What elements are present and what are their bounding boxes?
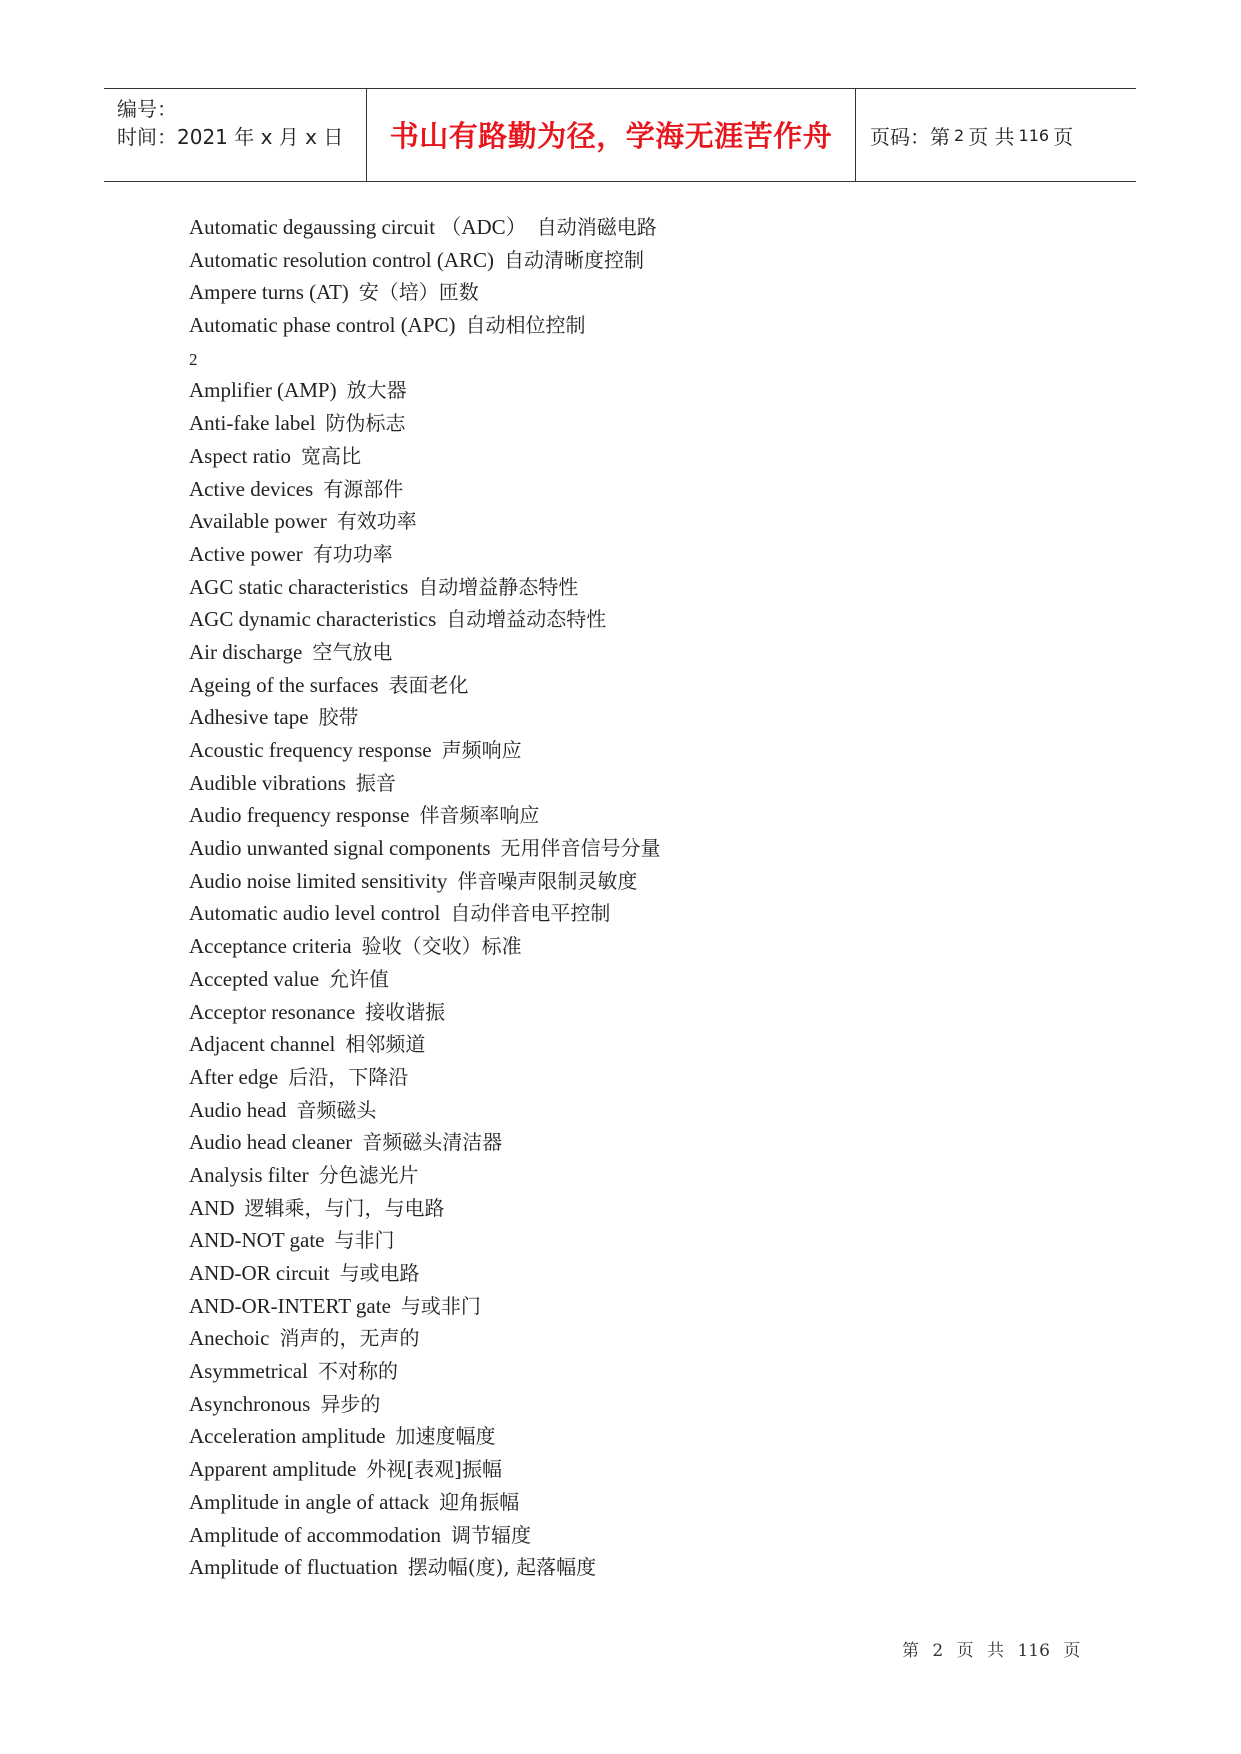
term-english: Anechoic xyxy=(189,1326,270,1351)
glossary-entry xyxy=(189,636,661,669)
glossary-entry xyxy=(189,897,661,930)
term-chinese: 声频响应 xyxy=(441,738,522,762)
document-time-label: 时间：2021 年 x 月 x 日 xyxy=(117,125,344,149)
term-chinese: 防伪标志 xyxy=(325,411,406,436)
glossary-entry xyxy=(189,701,661,734)
term-chinese: 后沿，下降沿 xyxy=(288,1064,409,1089)
term-english: AGC dynamic characteristics xyxy=(189,607,437,632)
term-english: Acoustic frequency response xyxy=(189,738,432,762)
term-chinese: 伴音噪声限制灵敏度 xyxy=(457,868,638,893)
term-chinese: 振音 xyxy=(355,770,396,795)
term-english: Analysis filter xyxy=(189,1162,309,1187)
glossary-entry xyxy=(189,1094,661,1127)
footer-suffix: 页 xyxy=(1063,1641,1081,1661)
page-prefix: 页码：第 xyxy=(870,124,950,149)
glossary-entry xyxy=(189,1159,661,1192)
term-chinese: 自动伴音电平控制 xyxy=(450,901,611,926)
term-chinese: 不对称的 xyxy=(317,1359,398,1384)
term-english: 2 xyxy=(189,349,198,369)
glossary-entry xyxy=(189,669,661,702)
glossary-entry xyxy=(189,799,661,832)
glossary-entry xyxy=(189,1420,661,1453)
term-english: Aspect ratio xyxy=(189,443,292,468)
glossary-entry xyxy=(189,276,661,309)
term-english: Active power xyxy=(189,541,303,566)
term-english: Air discharge xyxy=(189,639,303,664)
glossary-entry xyxy=(189,1061,661,1094)
term-chinese: 自动清晰度控制 xyxy=(504,247,645,272)
term-english: Amplitude in angle of attack xyxy=(189,1489,430,1514)
term-english: Audio noise limited sensitivity xyxy=(189,868,448,893)
term-chinese: 音频磁头 xyxy=(296,1097,377,1122)
term-chinese: 消声的，无声的 xyxy=(279,1326,420,1351)
glossary-entry xyxy=(189,1224,661,1257)
term-chinese: 接收谐振 xyxy=(365,999,446,1024)
term-english: Apparent amplitude xyxy=(189,1457,357,1482)
glossary-entry xyxy=(189,963,661,996)
glossary-entry xyxy=(189,996,661,1029)
glossary-entry xyxy=(189,1290,661,1323)
term-chinese: 自动相位控制 xyxy=(465,313,586,338)
footer-mid2: 共 xyxy=(987,1641,1005,1661)
term-english: Anti-fake label xyxy=(189,411,316,436)
glossary-entry xyxy=(189,211,661,244)
term-english: AND xyxy=(189,1195,235,1220)
glossary-entry xyxy=(189,1028,661,1061)
term-chinese: 与或非门 xyxy=(400,1293,481,1318)
glossary-entry xyxy=(189,603,661,636)
term-chinese: 验收（交收）标准 xyxy=(361,934,522,959)
term-chinese: 自动消磁电路 xyxy=(536,215,657,239)
term-english: Audio head xyxy=(189,1097,287,1122)
term-english: Audible vibrations xyxy=(189,770,346,795)
footer-prefix: 第 xyxy=(902,1641,919,1661)
footer-current: 2 xyxy=(932,1641,944,1661)
glossary-entry xyxy=(189,734,661,767)
term-english: Available power xyxy=(189,509,327,534)
term-english: Asynchronous xyxy=(189,1391,311,1416)
glossary-entry xyxy=(189,473,661,506)
term-english: Accepted value xyxy=(189,966,320,991)
term-chinese: 有功功率 xyxy=(312,541,393,566)
term-chinese: 摆动幅(度), 起落幅度 xyxy=(407,1555,597,1580)
term-english: Ageing of the surfaces xyxy=(189,672,379,697)
term-chinese: 安（培）匝数 xyxy=(358,280,479,305)
term-english: Audio frequency response xyxy=(189,803,410,828)
header-motto: 书山有路勤为径，学海无涯苦作舟 xyxy=(389,118,833,153)
term-english: Adhesive tape xyxy=(189,705,309,730)
glossary-entry xyxy=(189,309,661,342)
term-english: Audio head cleaner xyxy=(189,1130,353,1155)
term-english: Automatic degaussing circuit （ADC） xyxy=(189,215,527,239)
term-english: Adjacent channel xyxy=(189,1032,336,1057)
term-english: Amplitude of accommodation xyxy=(189,1522,441,1547)
term-chinese: 自动增益静态特性 xyxy=(418,574,579,599)
footer-mid1: 页 xyxy=(956,1641,974,1661)
glossary-entry xyxy=(189,1551,661,1584)
glossary-entry xyxy=(189,767,661,800)
glossary-entry xyxy=(189,407,661,440)
term-english: Automatic resolution control (ARC) xyxy=(189,247,495,272)
page-total: 116 xyxy=(1018,125,1050,145)
term-chinese: 自动增益动态特性 xyxy=(446,607,607,632)
term-chinese: 分色滤光片 xyxy=(318,1162,419,1187)
term-chinese: 加速度幅度 xyxy=(395,1424,496,1449)
term-chinese: 表面老化 xyxy=(388,672,469,697)
term-english: Automatic phase control (APC) xyxy=(189,313,456,338)
glossary-entry xyxy=(189,538,661,571)
glossary-entry xyxy=(189,571,661,604)
term-chinese: 与非门 xyxy=(334,1228,395,1253)
term-english: Audio unwanted signal components xyxy=(189,836,491,861)
term-english: Automatic audio level control xyxy=(189,901,441,926)
page-header xyxy=(104,88,1136,182)
glossary-entry xyxy=(189,1257,661,1290)
term-chinese: 有源部件 xyxy=(323,476,404,501)
glossary-entry xyxy=(189,1355,661,1388)
term-chinese: 异步的 xyxy=(320,1391,381,1416)
glossary-entry xyxy=(189,440,661,473)
term-chinese: 有效功率 xyxy=(336,509,417,534)
page-suffix: 页 xyxy=(1053,124,1074,149)
term-chinese: 与或电路 xyxy=(339,1261,420,1285)
term-chinese: 放大器 xyxy=(346,378,407,403)
term-english: Acceptance criteria xyxy=(189,934,352,959)
glossary-entry xyxy=(189,930,661,963)
term-english: AGC static characteristics xyxy=(189,574,409,599)
term-english: Active devices xyxy=(189,476,314,501)
term-chinese: 外视[表观]振幅 xyxy=(366,1457,502,1482)
term-english: Amplitude of fluctuation xyxy=(189,1555,398,1580)
term-english: Asymmetrical xyxy=(189,1359,308,1384)
page-mid: 页 共 xyxy=(968,124,1015,149)
glossary-entry xyxy=(189,1192,661,1225)
glossary-entry xyxy=(189,374,661,407)
term-chinese: 无用伴音信号分量 xyxy=(500,836,661,861)
document-number-label: 编号： xyxy=(117,97,177,121)
page-footer xyxy=(898,1636,1084,1661)
term-chinese: 允许值 xyxy=(329,966,390,991)
header-meta-cell xyxy=(104,89,367,181)
term-chinese: 逻辑乘，与门，与电路 xyxy=(244,1195,445,1220)
term-english: AND-NOT gate xyxy=(189,1228,325,1253)
term-english: Acceleration amplitude xyxy=(189,1424,386,1449)
glossary-entry xyxy=(189,1388,661,1421)
glossary-entry xyxy=(189,244,661,277)
term-chinese: 调节辐度 xyxy=(450,1522,531,1547)
term-chinese: 迎角振幅 xyxy=(439,1489,520,1514)
term-chinese: 音频磁头清洁器 xyxy=(362,1130,503,1155)
glossary-list xyxy=(189,211,661,1584)
header-page-cell xyxy=(856,89,1136,181)
term-english: Ampere turns (AT) xyxy=(189,280,349,305)
page-current: 2 xyxy=(954,125,965,145)
glossary-entry xyxy=(189,1519,661,1552)
glossary-entry xyxy=(189,342,661,375)
footer-total: 116 xyxy=(1017,1641,1050,1661)
term-english: Amplifier (AMP) xyxy=(189,378,337,403)
glossary-entry xyxy=(189,865,661,898)
term-english: Acceptor resonance xyxy=(189,999,356,1024)
glossary-entry xyxy=(189,832,661,865)
glossary-entry xyxy=(189,1126,661,1159)
glossary-entry xyxy=(189,505,661,538)
glossary-entry xyxy=(189,1453,661,1486)
term-chinese: 胶带 xyxy=(318,705,359,730)
term-chinese: 宽高比 xyxy=(301,443,362,468)
term-english: AND-OR circuit xyxy=(189,1261,330,1285)
glossary-entry xyxy=(189,1322,661,1355)
term-chinese: 伴音频率响应 xyxy=(419,803,540,828)
header-motto-cell xyxy=(367,89,856,181)
term-english: After edge xyxy=(189,1064,279,1089)
term-chinese: 空气放电 xyxy=(312,639,393,664)
term-english: AND-OR-INTERT gate xyxy=(189,1293,391,1318)
term-chinese: 相邻频道 xyxy=(345,1032,426,1057)
glossary-entry xyxy=(189,1486,661,1519)
